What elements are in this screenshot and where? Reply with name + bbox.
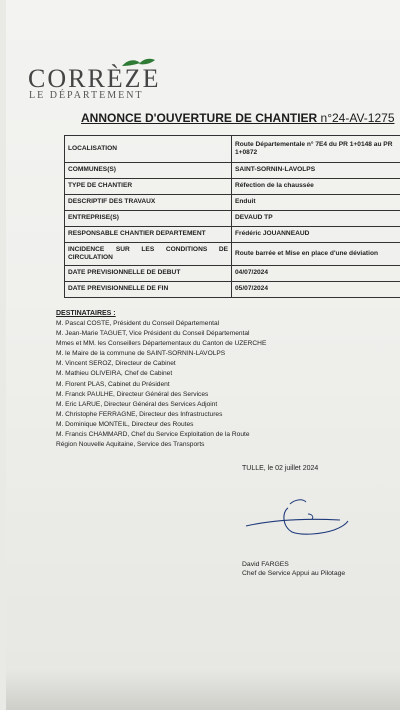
row-value: Enduit (232, 195, 400, 211)
logo-subtitle: LE DÉPARTEMENT (29, 90, 144, 101)
table-row (65, 211, 400, 227)
row-value: DEVAUD TP (232, 211, 400, 227)
row-label: LOCALISATION (65, 136, 232, 163)
row-value: 04/07/2024 (232, 266, 400, 282)
list-item: M. Eric LARUE, Directeur Général des Services Adjoint (56, 400, 218, 408)
table-row (65, 243, 400, 266)
row-label: INCIDENCE SUR LES CONDITIONS DE CIRCULATION (65, 243, 232, 266)
signer-block (242, 560, 345, 578)
signer-role: Chef de Service Appui au Pilotage (242, 570, 346, 577)
recipients-heading: DESTINATAIRES : (56, 310, 116, 317)
row-label: ENTREPRISE(S) (65, 211, 232, 227)
logo-wordmark: CORRÈZE (28, 64, 161, 93)
document-sheet (6, 0, 400, 710)
row-value: SAINT-SORNIN-LAVOLPS (232, 163, 400, 179)
list-item: M. Mathieu OLIVEIRA, Chef de Cabinet (56, 370, 173, 378)
table-row (65, 195, 400, 211)
recipients-list (56, 319, 356, 450)
correze-logo (28, 58, 161, 103)
table-row (65, 227, 400, 243)
list-item: Région Nouvelle Aquitaine, Service des Transports (56, 441, 205, 449)
row-value: Route barrée et Mise en place d'une déviation (232, 243, 400, 266)
table-row (65, 282, 400, 298)
list-item: M. Vincent SEROZ, Directeur de Cabinet (56, 360, 176, 368)
table-row (65, 179, 400, 195)
list-item: M. Christophe FERRAGNE, Directeur des Infrastructures (56, 410, 223, 418)
title-prefix: ANNONCE D'OUVERTURE DE CHANTIER (81, 111, 321, 125)
title-number: n°24-AV-1275 (320, 111, 395, 125)
row-label: DATE PREVISIONNELLE DE FIN (65, 282, 232, 298)
row-value: 05/07/2024 (232, 282, 400, 298)
row-value: Réfection de la chaussée (232, 179, 400, 195)
list-item: M. Franck PAULHE, Directeur Général des Services (56, 390, 209, 398)
page-shadow (6, 670, 400, 710)
document-title (81, 111, 395, 125)
table-row (65, 266, 400, 282)
signer-name: David FARGES (242, 561, 289, 568)
site-info-table (64, 135, 400, 298)
row-label: DESCRIPTIF DES TRAVAUX (65, 195, 232, 211)
table-row (65, 136, 400, 163)
place-and-date: TULLE, le 02 juillet 2024 (242, 465, 319, 472)
list-item: M. le Maire de la commune de SAINT-SORNIN-LAVOLPS (56, 350, 226, 358)
list-item: M. Pascal COSTE, Président du Conseil Départemental (56, 320, 220, 327)
list-item: M. Francis CHAMMARD, Chef du Service Exploitation de la Route (56, 431, 250, 439)
row-value: Frédéric JOUANNEAUD (232, 227, 400, 243)
row-label: RESPONSABLE CHANTIER DEPARTEMENT (65, 227, 232, 243)
row-label: TYPE DE CHANTIER (65, 179, 232, 195)
list-item: M. Florent PLAS, Cabinet du Président (56, 380, 170, 388)
list-item: M. Jean-Marie TAGUET, Vice Président du Conseil Départemental (56, 330, 250, 338)
table-row (65, 163, 400, 179)
row-value: Route Départementale n° 7E4 du PR 1+0148 au PR 1+0872 (232, 136, 400, 163)
list-item: Mmes et MM. les Conseillers Départementaux du Canton de UZERCHE (56, 340, 267, 348)
row-label: DATE PREVISIONNELLE DE DEBUT (65, 266, 232, 282)
list-item: M. Dominique MONTEIL, Directeur des Routes (56, 420, 194, 428)
handwritten-signature (242, 490, 352, 545)
row-label: COMMUNES(S) (65, 163, 232, 179)
